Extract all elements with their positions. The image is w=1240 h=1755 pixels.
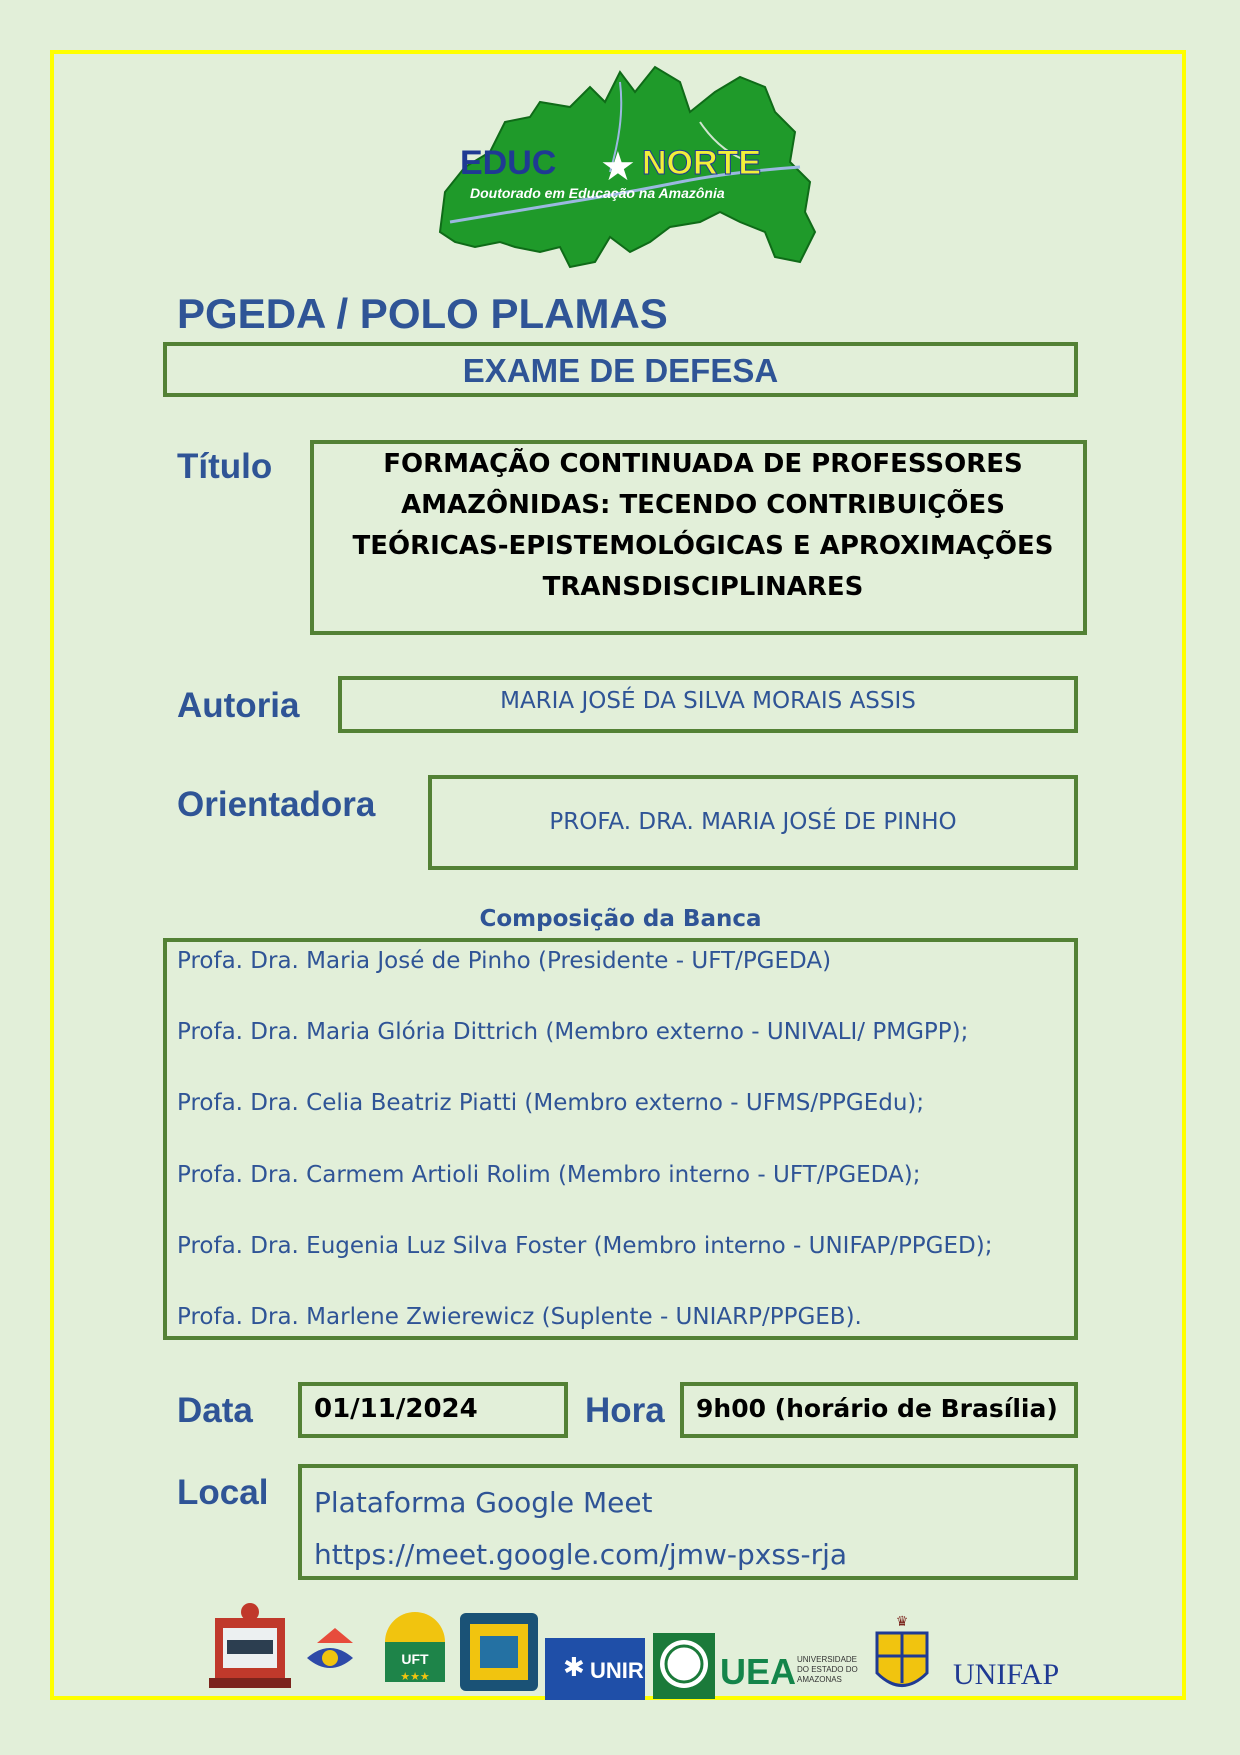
orientadora-value: PROFA. DRA. MARIA JOSÉ DE PINHO bbox=[549, 809, 957, 835]
data-label: Data bbox=[177, 1391, 253, 1430]
titulo-text bbox=[318, 444, 1088, 608]
ifap-crest-icon bbox=[460, 1613, 538, 1691]
uea-logo-icon bbox=[720, 1651, 858, 1692]
local-label: Local bbox=[177, 1473, 269, 1512]
uepa-logo-icon bbox=[307, 1628, 353, 1668]
data-box bbox=[298, 1382, 568, 1438]
banca-member: Profa. Dra. Marlene Zwierewicz (Suplente - UNIARP/PPGEB). bbox=[177, 1304, 862, 1330]
banca-member: Profa. Dra. Eugenia Luz Silva Foster (Membro interno - UNIFAP/PPGED); bbox=[177, 1233, 993, 1259]
ufac-crest-icon bbox=[877, 1614, 927, 1686]
logo-brand-left: EDUC bbox=[460, 144, 557, 182]
titulo-line: FORMAÇÃO CONTINUADA DE PROFESSORES bbox=[383, 449, 1023, 479]
autoria-box bbox=[338, 676, 1078, 733]
titulo-label: Título bbox=[177, 447, 273, 486]
orientadora-box bbox=[428, 775, 1078, 870]
partner-logos bbox=[205, 1598, 1060, 1702]
star-icon: ★ bbox=[600, 144, 636, 190]
ufam-seal-icon bbox=[209, 1603, 291, 1688]
autoria-value: MARIA JOSÉ DA SILVA MORAIS ASSIS bbox=[500, 688, 916, 714]
svg-text:✱: ✱ bbox=[563, 1653, 585, 1683]
svg-text:♛: ♛ bbox=[895, 1614, 909, 1630]
hora-label: Hora bbox=[585, 1391, 665, 1430]
banca-member: Profa. Dra. Maria José de Pinho (Presidente - UFT/PGEDA) bbox=[177, 948, 832, 974]
data-value: 01/11/2024 bbox=[314, 1394, 478, 1424]
svg-text:UFT: UFT bbox=[401, 1651, 429, 1667]
banca-member: Profa. Dra. Carmem Artioli Rolim (Membro interno - UFT/PGEDA); bbox=[177, 1162, 921, 1188]
svg-text:AMAZONAS: AMAZONAS bbox=[797, 1675, 842, 1684]
ufra-seal-icon bbox=[653, 1633, 715, 1699]
svg-text:★★★: ★★★ bbox=[400, 1670, 430, 1683]
program-title: PGEDA / POLO PLAMAS bbox=[177, 290, 668, 337]
svg-text:UNIVERSIDADE: UNIVERSIDADE bbox=[797, 1655, 858, 1664]
svg-text:UEA: UEA bbox=[720, 1651, 797, 1692]
orientadora-label: Orientadora bbox=[177, 785, 376, 824]
svg-text:UNIFAP: UNIFAP bbox=[953, 1658, 1060, 1691]
banca-member: Profa. Dra. Maria Glória Dittrich (Membro externo - UNIVALI/ PMGPP); bbox=[177, 1019, 969, 1045]
exam-box bbox=[163, 342, 1078, 397]
local-box bbox=[298, 1464, 1078, 1580]
unifap-logo-icon bbox=[953, 1658, 1059, 1691]
uft-logo-icon bbox=[385, 1612, 445, 1683]
titulo-line: TEÓRICAS-EPISTEMOLÓGICAS E APROXIMAÇÕES bbox=[352, 531, 1054, 561]
unir-logo-icon bbox=[545, 1638, 645, 1700]
local-platform: Plataforma Google Meet bbox=[314, 1486, 653, 1519]
banca-box bbox=[163, 938, 1078, 1340]
logo-tagline: Doutorado em Educação na Amazônia bbox=[470, 185, 725, 201]
banca-heading: Composição da Banca bbox=[479, 906, 762, 932]
titulo-line: AMAZÔNIDAS: TECENDO CONTRIBUIÇÕES bbox=[401, 490, 1005, 520]
banca-member: Profa. Dra. Celia Beatriz Piatti (Membro externo - UFMS/PPGEdu); bbox=[177, 1090, 925, 1116]
exam-title: EXAME DE DEFESA bbox=[462, 352, 779, 389]
meet-link[interactable]: https://meet.google.com/jmw-pxss-rja bbox=[314, 1538, 848, 1571]
svg-text:DO ESTADO DO: DO ESTADO DO bbox=[797, 1665, 858, 1674]
autoria-label: Autoria bbox=[177, 686, 300, 725]
hora-value: 9h00 (horário de Brasília) bbox=[696, 1394, 1058, 1423]
titulo-line: TRANSDISCIPLINARES bbox=[542, 572, 864, 602]
educanorte-logo bbox=[420, 62, 830, 277]
logo-brand-right: NORTE bbox=[642, 144, 761, 182]
hora-box bbox=[680, 1382, 1078, 1438]
svg-text:UNIR: UNIR bbox=[590, 1658, 644, 1683]
